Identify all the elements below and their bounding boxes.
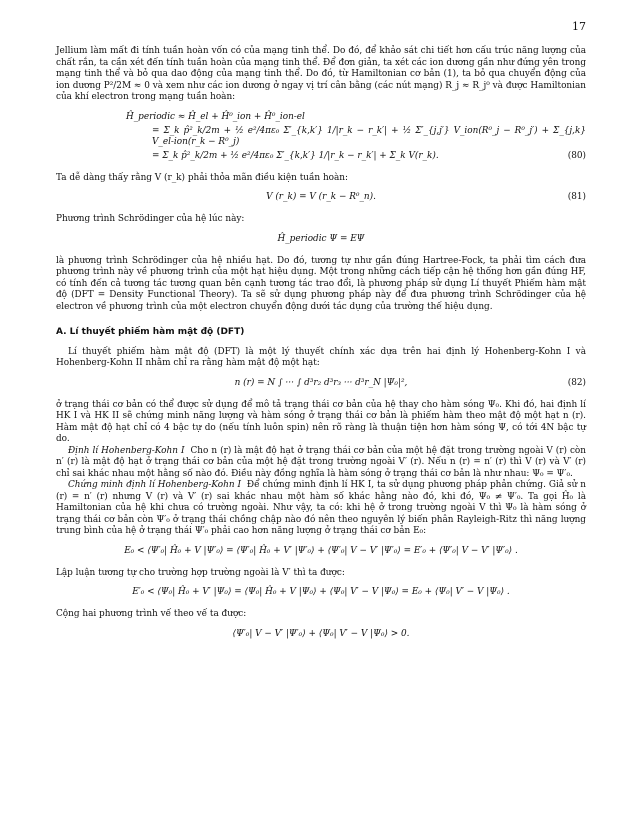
equation-e0-prime-inequality (56, 585, 586, 601)
paragraph-schrodinger-intro: Phương trình Schrödinger của hệ lúc này: (56, 214, 245, 224)
equation-e0-line: E₀ < ⟨Ψ′₀| Ĥ₀ + V |Ψ′₀⟩ = ⟨Ψ′₀| Ĥ₀ + V′ |Ψ′₀⟩ + ⟨Ψ′₀| V − V′ |Ψ′₀⟩ = E′₀ + ⟨Ψ′₀| V − V′ |Ψ′₀⟩ . (124, 545, 518, 556)
equation-80-line-3-text: = Σ_k p̂²_k/2m + ½ e²/4πε₀ Σ′_{k,k′} 1/|r_k − r_k′| + Σ_k V(r_k). (152, 150, 439, 161)
equation-sum-inequality (56, 627, 586, 643)
equation-82-text: n (r) = N ∫ ··· ∫ d³r₂ d³r₃ ··· d³r_N |Ψ₀|², (234, 377, 408, 388)
paragraph-many-body: là phương trình Schrödinger của hệ nhiều hạt. Do đó, tương tự như gần đúng Hartree-Fock, ta phải tìm cách đưa phương trình này về phương trình của một hạt hiệu dụng. Một trong những cách tiếp cận hệ thống hơn gần đúng HF, có tính đến cả tương tác tương quan bên cạnh tương tác trao đổi, là phương pháp sử dụng Lí thuyết Phiếm hàm mật độ (DFT = Density Functional Theory). Ta sẽ sử dụng phương pháp này để đưa phương trình Schrödinger của hệ electron về phương trình của một electron chuyển động dưới tác dụng của trường thế hiệu dụng. (56, 255, 586, 312)
paragraph-dft-intro: Lí thuyết phiếm hàm mật độ (DFT) là một lý thuyết chính xác dựa trên hai định lý Hohenberg-Kohn I và Hohenberg-Kohn II nhằm chỉ ra rằng hàm mật độ một hạt: (56, 346, 586, 368)
paragraph-jellium: Jellium làm mất đi tính tuần hoàn vốn có của mạng tinh thể. Do đó, để khảo sát chi tiết hơn cấu trúc năng lượng của chất rắn, ta cần xét đến tính tuần hoàn của mạng tinh thể. Để đơn giản, ta xét các ion dương gần như đứng yên trong mạng tinh thể và bỏ qua dao động của mạng tinh thể. Do đó, từ Hamiltonian cơ bản (1), ta bỏ qua chuyển động của ion dương P²/2M ≈ 0 và xem như các ion dương ở ngay vị trí cân bằng (các nút mạng) R_j ≈ R_j⁰ và được Hamiltonian của khí electron trong mạng tuần hoàn: (56, 46, 586, 102)
equation-sum-line: ⟨Ψ′₀| V − V′ |Ψ′₀⟩ + ⟨Ψ₀| V′ − V |Ψ₀⟩ > 0. (232, 628, 410, 639)
equation-number-81: (81) (567, 192, 586, 203)
theorem-text: Cho n (r) là mật độ hạt ở trạng thái cơ bản của một hệ đặt trong trường ngoài V (r) còn n′ (r) là mật độ hạt ở trạng thái cơ bản của một hệ đặt trong trường ngoài V′ (r). Nếu n (r) = n′ (r) thì V (r) và V′ (r) chỉ sai khác nhau một hằng số nào đó. Điều này đồng nghĩa là hàm sóng ở trạng thái cơ bản là như nhau: Ψ₀ = Ψ′₀. (56, 445, 586, 479)
equation-80-line-3 (56, 149, 586, 165)
paragraph-proof (56, 480, 586, 538)
proof-label: Chứng minh định lí Hohenberg-Kohn I (68, 480, 241, 490)
paragraph-periodic-condition: Ta dễ dàng thấy rằng V (r_k) phải thỏa mãn điều kiện tuần hoàn: (56, 172, 349, 183)
section-heading-dft: A. Lí thuyết phiếm hàm mật độ (DFT) (56, 327, 245, 337)
proof-text: Để chứng minh định lí HK I, ta sử dụng phương pháp phản chứng. Giả sử n (r) = n′ (r) nhưng V (r) và V′ (r) sai khác nhau một hàm số khác hằng nào đó, khi đó, Ψ₀ ≠ Ψ′₀. Ta gọi Ĥ₀ là Hamiltonian của hệ khi chưa có trường ngoài. Như vậy, ta có: khi hệ ở trong trường ngoài V thì Ψ₀ là hàm sóng ở trạng thái cơ bản còn Ψ′₀ ở trạng thái chồng chập nào đó nên theo nguyên lý biến phân Rayleigh-Ritz thì năng lượng trung bình của hệ ở trạng thái Ψ′₀ phải cao hơn năng lượng ở trạng thái cơ bản E₀: (56, 480, 586, 536)
document-body (56, 46, 586, 651)
equation-80-line-2: = Σ_k p̂²_k/2m + ½ e²/4πε₀ Σ′_{k,k′} 1/|r_k − r_k′| + ½ Σ′_{j,j′} V_ion(R⁰_j − R⁰_j′) + Σ_{j,k} V_el-ion(r_k − R⁰_j) (152, 125, 586, 147)
equation-schrodinger-line: Ĥ_periodic Ψ = EΨ (277, 233, 365, 244)
equation-82-line (56, 376, 586, 392)
theorem-label: Định lí Hohenberg-Kohn I (68, 445, 185, 456)
paragraph-add-equations: Cộng hai phương trình vế theo vế ta được: (56, 609, 247, 619)
equation-number-80: (80) (567, 150, 586, 161)
equation-81 (56, 190, 586, 206)
paragraph-analogous: Lập luận tương tự cho trường hợp trường ngoài là V′ thì ta được: (56, 567, 345, 578)
equation-81-line (56, 190, 586, 206)
equation-82 (56, 376, 586, 392)
paragraph-theorem (56, 446, 586, 481)
page-number: 17 (572, 20, 586, 33)
equation-e0-prime-line: E′₀ < ⟨Ψ₀| Ĥ₀ + V′ |Ψ₀⟩ = ⟨Ψ₀| Ĥ₀ + V |Ψ₀⟩ + ⟨Ψ₀| V′ − V |Ψ₀⟩ = E₀ + ⟨Ψ₀| V′ − V |Ψ₀⟩ . (132, 587, 510, 598)
equation-81-text: V (r_k) = V (r_k − R⁰_n). (266, 192, 376, 203)
equation-schrodinger (56, 232, 586, 248)
paragraph-density-description: ở trạng thái cơ bản có thể được sử dụng để mô tả trạng thái cơ bản của hệ thay cho hàm sóng Ψ₀. Khi đó, hai định lí HK I và HK II sẽ chứng minh năng lượng và hàm sóng ở trạng thái cơ bản là phiếm hàm theo mật độ một hạt n (r). Hàm mật độ hạt chỉ có 4 bậc tự do (nếu tính luôn spin) nên rõ ràng là thuận tiện hơn hàm sóng Ψ, có tới 4N bậc tự do. (56, 399, 586, 444)
equation-number-82: (82) (567, 377, 586, 388)
equation-80 (56, 110, 586, 165)
equation-e0-inequality (56, 544, 586, 560)
equation-80-line-1: Ĥ_periodic ≈ Ĥ_el + Ĥ⁰_ion + Ĥ⁰_ion-el (126, 111, 305, 122)
